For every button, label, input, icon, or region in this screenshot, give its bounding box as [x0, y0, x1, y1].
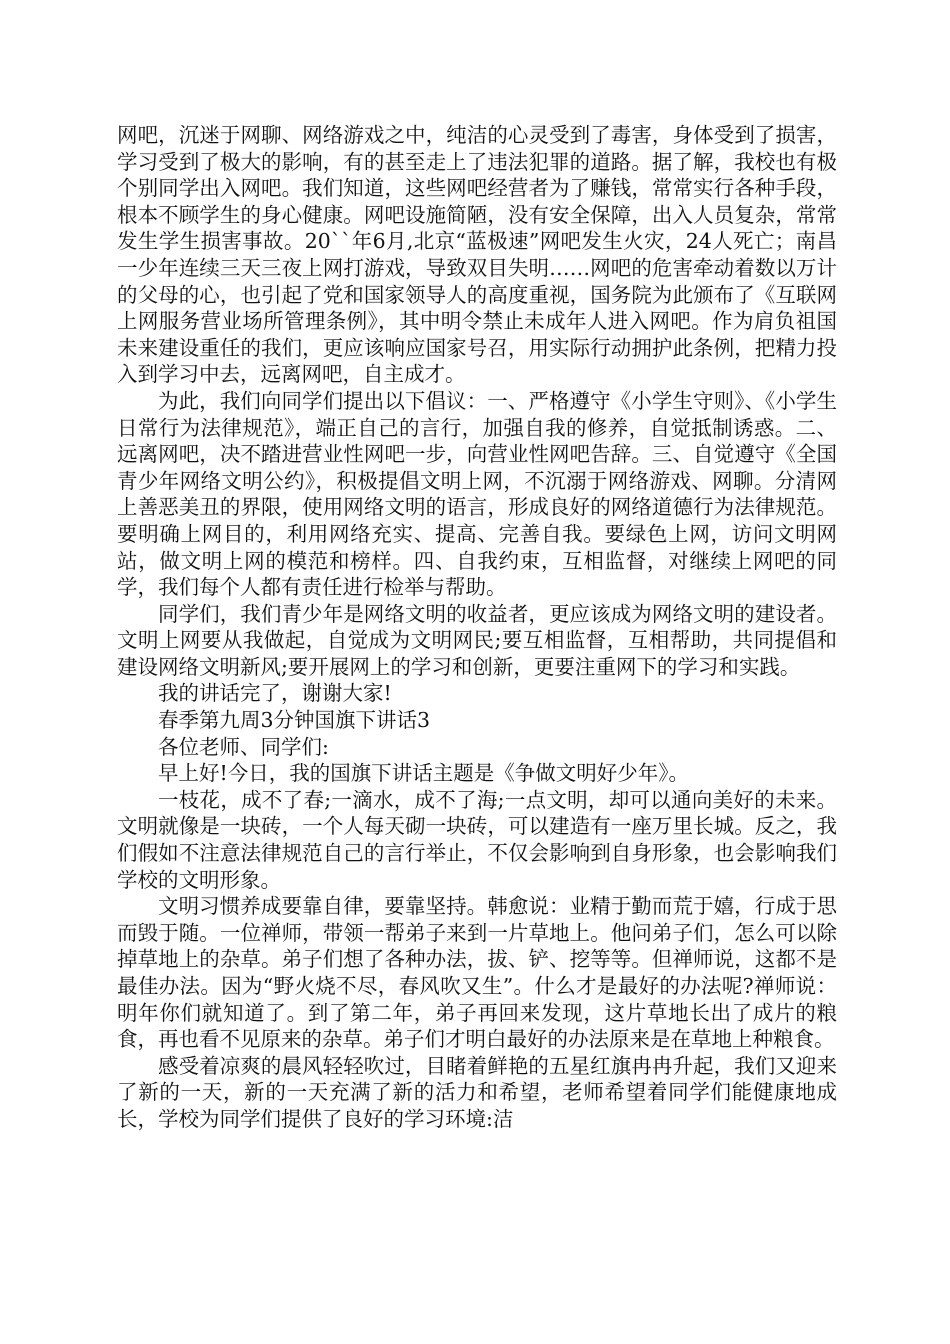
speech-closing-line: 我的讲话完了，谢谢大家! — [158, 681, 392, 706]
paragraph-morning-flag: 感受着凉爽的晨风轻轻吹过，目睹着鲜艳的五星红旗冉冉升起，我们又迎来了新的一天，新的一天充满了新的活力和希望，老师希望着同学们能健康地成长，学校为同学们提供了良好的学习环境:洁 — [117, 1053, 837, 1131]
document-body — [117, 122, 837, 1133]
paragraph-civility-analogy: 一枝花，成不了春;一滴水，成不了海;一点文明，却可以通向美好的未来。文明就像是一块砖，一个人每天砌一块砖，可以建造有一座万里长城。反之，我们假如不注意法律规范自己的言行举止，不仅会影响到自身形象，也会影响我们学校的文明形象。 — [117, 787, 837, 892]
paragraph-proposals: 为此，我们向同学们提出以下倡议：一、严格遵守《小学生守则》、《小学生日常行为法律规范》，端正自己的言行，加强自我的修养，自觉抵制诱惑。二、远离网吧，决不踏进营业性网吧一步，向营业性网吧告辞。三、自觉遵守《全国青少年网络文明公约》，积极提倡文明上网，不沉溺于网络游戏、网聊。分清网上善恶美丑的界限，使用网络文明的语言，形成良好的网络道德行为法律规范。要明确上网目的，利用网络充实、提高、完善自我。要绿色上网，访问文明网站，做文明上网的模范和榜样。四、自我约束，互相监督，对继续上网吧的同学，我们每个人都有责任进行检举与帮助。 — [117, 388, 837, 600]
paragraph-zen-master-story: 文明习惯养成要靠自律，要靠坚持。韩愈说：业精于勤而荒于嬉，行成于思而毁于随。一位禅师，带领一帮弟子来到一片草地上。他问弟子们，怎么可以除掉草地上的杂草。弟子们想了各种办法，拔、铲、挖等等。但禅师说，这都不是最佳办法。因为“野火烧不尽，春风吹又生”。什么才是最好的办法呢?禅师说：明年你们就知道了。到了第二年，弟子再回来发现，这片草地长出了成片的粮食，再也看不见原来的杂草。弟子们才明白最好的办法原来是在草地上种粮食。 — [117, 894, 837, 1052]
speech-opening: 早上好!今日，我的国旗下讲话主题是《争做文明好少年》。 — [158, 761, 689, 786]
speech-title: 春季第九周3分钟国旗下讲话3 — [158, 708, 431, 733]
paragraph-civilized-internet: 同学们，我们青少年是网络文明的收益者，更应该成为网络文明的建设者。文明上网要从我做起，自觉成为文明网民;要互相监督，互相帮助，共同提倡和建设网络文明新风;要开展网上的学习和创新，更要注重网下的学习和实践。 — [117, 601, 837, 679]
paragraph-internet-cafe-dangers: 网吧，沉迷于网聊、网络游戏之中，纯洁的心灵受到了毒害，身体受到了损害，学习受到了极大的影响，有的甚至走上了违法犯罪的道路。据了解，我校也有极个别同学出入网吧。我们知道，这些网吧经营者为了赚钱，常常实行各种手段，根本不顾学生的身心健康。网吧设施简陋，没有安全保障，出入人员复杂，常常发生学生损害事故。20``年6月,北京“蓝极速”网吧发生火灾，24人死亡；南昌一少年连续三天三夜上网打游戏，导致双目失明……网吧的危害牵动着数以万计的父母的心，也引起了党和国家领导人的高度重视，国务院为此颁布了《互联网上网服务营业场所管理条例》，其中明令禁止未成年人进入网吧。作为肩负祖国未来建设重任的我们，更应该响应国家号召，用实际行动拥护此条例，把精力投入到学习中去，远离网吧，自主成才。 — [117, 123, 837, 387]
speech-greeting: 各位老师、同学们: — [158, 734, 329, 759]
